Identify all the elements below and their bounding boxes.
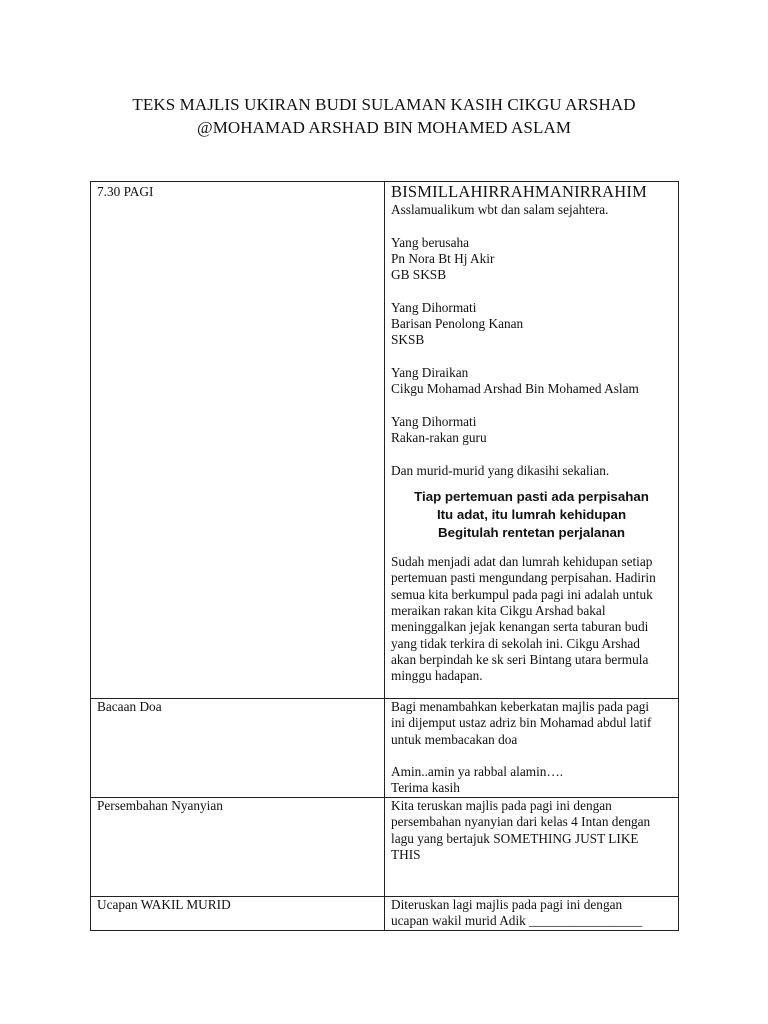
verse-line: Begitulah rentetan perjalanan [438, 525, 625, 541]
table-row [91, 798, 679, 897]
address-line: Rakan-rakan guru [391, 430, 487, 446]
closing-greeting: Dan murid-murid yang dikasihi sekalian. [391, 462, 610, 478]
address-line: GB SKSB [391, 267, 447, 283]
address-line: Barisan Penolong Kanan [391, 316, 524, 332]
script-cell [385, 699, 679, 798]
paragraph-line: minggu hadapan. [391, 668, 483, 684]
script-line: ucapan wakil murid Adik _________________ [391, 913, 643, 929]
script-line: Diteruskan lagi majlis pada pagi ini dengan [391, 897, 623, 912]
script-cell [385, 798, 679, 897]
address-line: Yang Dihormati [391, 413, 477, 429]
paragraph-line: pertemuan pasti mengundang perpisahan. Hadirin [391, 570, 656, 586]
address-line: Pn Nora Bt Hj Akir [391, 250, 495, 266]
paragraph-line: semua kita berkumpul pada pagi ini adalah untuk [391, 586, 653, 602]
paragraph-line: Sudah menjadi adat dan lumrah kehidupan setiap [391, 554, 653, 570]
script-line: persembahan nyanyian dari kelas 4 Intan dengan [391, 814, 651, 830]
script-cell [385, 182, 679, 699]
row-label: Ucapan WAKIL MURID [97, 897, 231, 912]
item-cell [91, 699, 385, 798]
table-row [91, 897, 679, 931]
script-line: Amin..amin ya rabbal alamin…. [391, 764, 564, 780]
title-line-2: @MOHAMAD ARSHAD BIN MOHAMED ASLAM [196, 118, 572, 137]
script-line: lagu yang bertajuk SOMETHING JUST LIKE [391, 830, 639, 846]
address-line: SKSB [391, 332, 425, 348]
address-line: Yang Dihormati [391, 299, 477, 315]
verse-line: Tiap pertemuan pasti ada perpisahan [414, 489, 649, 505]
farewell-verse [391, 488, 672, 542]
row-label: Persembahan Nyanyian [97, 798, 223, 813]
time-cell [91, 182, 385, 699]
script-line: Terima kasih [391, 780, 460, 796]
script-line: THIS [391, 846, 421, 862]
programme-table [90, 181, 679, 931]
paragraph-line: yang tidak terkira di sekolah ini. Cikgu Arshad [391, 635, 640, 651]
greeting-text: Asslamualikum wbt dan salam sejahtera. [391, 202, 609, 217]
address-line: Yang berusaha [391, 234, 470, 250]
script-cell [385, 897, 679, 931]
paragraph-line: akan berpindah ke sk seri Bintang utara bermula [391, 651, 649, 667]
document-title [0, 93, 768, 139]
address-line: Yang Diraikan [391, 364, 469, 380]
table-row [91, 182, 679, 699]
row-label: 7.30 PAGI [97, 184, 154, 199]
verse-line: Itu adat, itu lumrah kehidupan [436, 507, 627, 523]
address-line: Cikgu Mohamad Arshad Bin Mohamed Aslam [391, 381, 639, 397]
bismillah-heading: BISMILLAHIRRAHMANIRRAHIM [391, 182, 647, 201]
item-cell [91, 897, 385, 931]
script-line: untuk membacakan doa [391, 731, 518, 747]
row-label: Bacaan Doa [97, 699, 162, 714]
paragraph-line: meninggalkan jejak kenangan serta taburan budi [391, 619, 649, 635]
script-line: Kita teruskan majlis pada pagi ini dengan [391, 798, 612, 813]
table-row [91, 699, 679, 798]
script-line: ini dijemput ustaz adriz bin Mohamad abdul latif [391, 715, 652, 731]
item-cell [91, 798, 385, 897]
title-line-1: TEKS MAJLIS UKIRAN BUDI SULAMAN KASIH CIKGU ARSHAD [132, 95, 636, 114]
script-line: Bagi menambahkan keberkatan majlis pada pagi [391, 699, 650, 714]
paragraph-line: meraikan rakan kita Cikgu Arshad bakal [391, 602, 606, 618]
